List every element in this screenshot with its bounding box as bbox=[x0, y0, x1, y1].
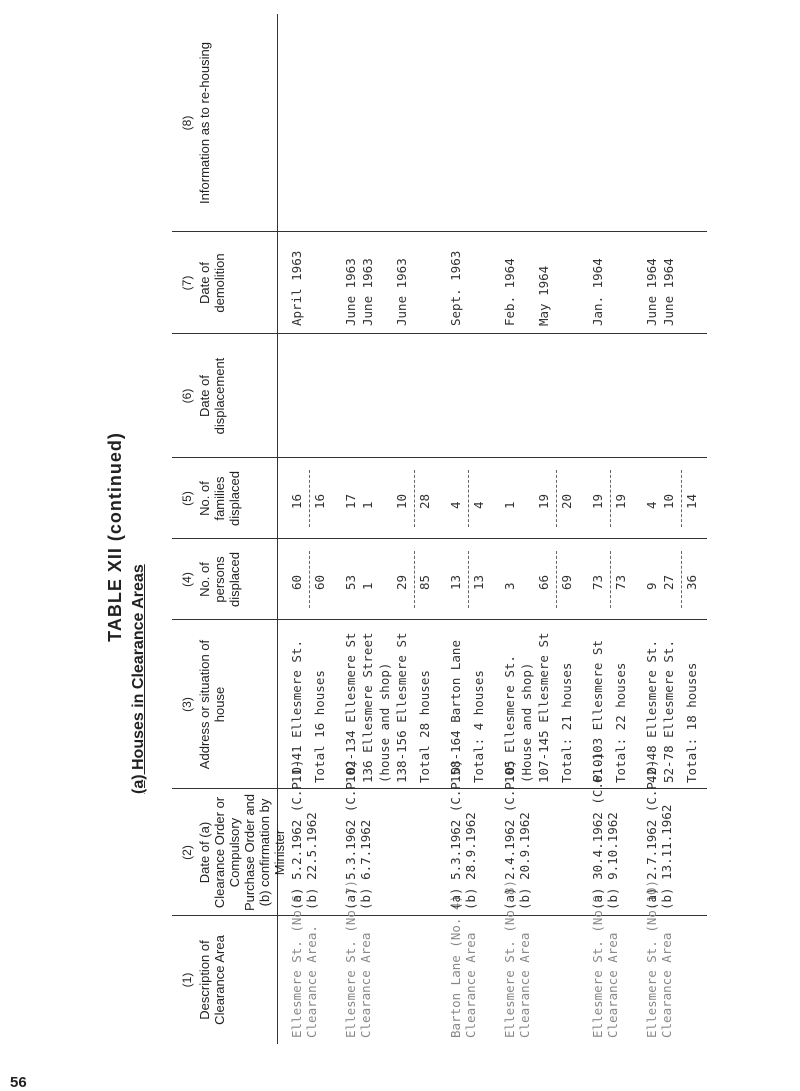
order-dates: (a) 2.7.1962 (C.P.O) (b) 13.11.1962 bbox=[644, 759, 674, 910]
clearance-table bbox=[172, 14, 707, 1044]
column-label: No. of families displaced bbox=[197, 471, 242, 526]
persons-displaced: 13 bbox=[471, 574, 486, 590]
column-divider bbox=[172, 457, 707, 458]
column-number: (3) bbox=[180, 697, 194, 712]
persons-displaced: 73 bbox=[613, 574, 628, 590]
persons-displaced: 13 bbox=[448, 574, 463, 590]
column-number: (4) bbox=[180, 572, 194, 587]
house-address: (House and shop) bbox=[519, 662, 534, 783]
area-description: Ellesmere St. (No. 8) Clearance Area bbox=[502, 879, 532, 1038]
house-address: Total: 22 houses bbox=[613, 662, 628, 783]
table-title: TABLE XII (continued) bbox=[105, 432, 125, 642]
families-displaced: 1 bbox=[502, 501, 517, 509]
table-subtitle: (a) Houses in Clearance Areas bbox=[130, 564, 147, 794]
column-divider bbox=[172, 915, 707, 916]
total-separator bbox=[681, 470, 682, 527]
persons-displaced: 36 bbox=[684, 574, 699, 590]
persons-displaced: 1 bbox=[360, 582, 375, 590]
families-displaced: 1 bbox=[360, 501, 375, 509]
column-header bbox=[180, 235, 227, 331]
families-displaced: 10 bbox=[661, 493, 676, 509]
persons-displaced: 3 bbox=[502, 582, 517, 590]
house-address: 11-41 Ellesmere St. bbox=[289, 640, 304, 783]
families-displaced: 14 bbox=[684, 493, 699, 509]
house-address: Total 16 houses bbox=[312, 670, 327, 783]
column-label: No. of persons displaced bbox=[197, 552, 242, 607]
families-displaced: 16 bbox=[312, 493, 327, 509]
demolition-date: June 1964 bbox=[644, 258, 659, 326]
column-header bbox=[180, 17, 212, 229]
column-label: Description of Clearance Area bbox=[197, 935, 227, 1025]
column-header bbox=[180, 919, 227, 1041]
column-label: Date of displacement bbox=[197, 357, 227, 435]
total-separator bbox=[309, 551, 310, 608]
persons-displaced: 27 bbox=[661, 574, 676, 590]
order-dates: (a) 30.4.1962 (C.P.O) (b) 9.10.1962 bbox=[590, 751, 620, 910]
house-address: Total: 18 houses bbox=[684, 662, 699, 783]
column-number: (8) bbox=[180, 115, 194, 131]
total-separator bbox=[681, 551, 682, 608]
total-separator bbox=[468, 470, 469, 527]
families-displaced: 19 bbox=[613, 493, 628, 509]
column-header bbox=[180, 623, 227, 786]
total-separator bbox=[556, 551, 557, 608]
demolition-date: June 1963 bbox=[360, 258, 375, 326]
demolition-date: Feb. 1964 bbox=[502, 258, 517, 326]
order-dates: (a) 5.3.1962 (C.P.O) (b) 28.9.1962 bbox=[448, 759, 478, 910]
house-address: 102-134 Ellesmere St bbox=[343, 632, 358, 783]
house-address: Total: 21 houses bbox=[559, 662, 574, 783]
column-label: Address or situation of house bbox=[197, 639, 227, 770]
column-number: (1) bbox=[180, 972, 194, 988]
order-dates: (a) 5.3.1962 (C.P.O) (b) 6.7.1962 bbox=[343, 759, 373, 910]
persons-displaced: 60 bbox=[289, 574, 304, 590]
column-label: Information as to re-housing bbox=[197, 42, 212, 204]
area-description: Ellesmere St. (No.10) Clearance Area bbox=[644, 879, 674, 1038]
total-separator bbox=[610, 551, 611, 608]
total-separator bbox=[556, 470, 557, 527]
column-divider bbox=[172, 619, 707, 620]
column-divider bbox=[172, 788, 707, 789]
house-address: 136 Ellesmere Street bbox=[360, 632, 375, 783]
total-separator bbox=[414, 470, 415, 527]
persons-displaced: 85 bbox=[417, 574, 432, 590]
column-number: (5) bbox=[180, 491, 194, 506]
families-displaced: 19 bbox=[590, 493, 605, 509]
order-dates: (a) 5.2.1962 (C.P.O) (b) 22.5.1962 bbox=[289, 759, 319, 910]
persons-displaced: 9 bbox=[644, 582, 659, 590]
total-separator bbox=[610, 470, 611, 527]
persons-displaced: 66 bbox=[536, 574, 551, 590]
column-number: (7) bbox=[180, 275, 194, 291]
area-description: Ellesmere St. (No.9) Clearance Area bbox=[590, 887, 620, 1038]
column-label: Date of (a) Clearance Order or Compulsory Purchase Order and (b) confirmation by Minister bbox=[197, 793, 287, 912]
families-displaced: 4 bbox=[448, 501, 463, 509]
column-divider bbox=[172, 538, 707, 539]
house-address: 52-78 Ellesmere St. bbox=[661, 640, 676, 783]
families-displaced: 4 bbox=[644, 501, 659, 509]
house-address: Total 28 houses bbox=[417, 670, 432, 783]
house-address: 61-103 Ellesmere St bbox=[590, 640, 605, 783]
column-header bbox=[180, 461, 242, 536]
house-address: (house and shop) bbox=[377, 662, 392, 783]
column-label: Date of demolition bbox=[197, 253, 227, 313]
house-address: 107-145 Ellesmere St bbox=[536, 632, 551, 783]
families-displaced: 10 bbox=[394, 493, 409, 509]
column-header bbox=[180, 542, 242, 617]
house-address: 105 Ellesmere St. bbox=[502, 655, 517, 783]
house-address: 138-156 Ellesmere St bbox=[394, 632, 409, 783]
column-divider bbox=[172, 333, 707, 334]
demolition-date: June 1964 bbox=[661, 258, 676, 326]
persons-displaced: 29 bbox=[394, 574, 409, 590]
column-divider bbox=[172, 231, 707, 232]
total-separator bbox=[309, 470, 310, 527]
house-address: Total: 4 houses bbox=[471, 670, 486, 783]
persons-displaced: 53 bbox=[343, 574, 358, 590]
area-description: Ellesmere St. (No. 7) Clearance Area bbox=[343, 879, 373, 1038]
column-number: (2) bbox=[180, 845, 194, 860]
families-displaced: 16 bbox=[289, 493, 304, 509]
persons-displaced: 73 bbox=[590, 574, 605, 590]
families-displaced: 17 bbox=[343, 493, 358, 509]
area-description: Ellesmere St. (No.6) Clearance Area. bbox=[289, 887, 319, 1038]
families-displaced: 4 bbox=[471, 501, 486, 509]
house-address: 42-48 Ellesmere St. bbox=[644, 640, 659, 783]
demolition-date: Jan. 1964 bbox=[590, 258, 605, 326]
total-separator bbox=[414, 551, 415, 608]
families-displaced: 28 bbox=[417, 493, 432, 509]
demolition-date: Sept. 1963 bbox=[448, 250, 463, 326]
families-displaced: 19 bbox=[536, 493, 551, 509]
demolition-date: May 1964 bbox=[536, 265, 551, 326]
families-displaced: 20 bbox=[559, 493, 574, 509]
demolition-date: June 1963 bbox=[343, 258, 358, 326]
column-header bbox=[180, 792, 287, 913]
order-dates: (a) 2.4.1962 (C.P.O) (b) 20.9.1962 bbox=[502, 759, 532, 910]
persons-displaced: 60 bbox=[312, 574, 327, 590]
column-number: (6) bbox=[180, 388, 194, 404]
area-description: Barton Lane (No. 4) Clearance Area bbox=[448, 895, 478, 1038]
persons-displaced: 69 bbox=[559, 574, 574, 590]
demolition-date: June 1963 bbox=[394, 258, 409, 326]
total-separator bbox=[468, 551, 469, 608]
demolition-date: April 1963 bbox=[289, 250, 304, 326]
page-number: 56 bbox=[10, 1074, 27, 1091]
house-address: 158-164 Barton Lane bbox=[448, 640, 463, 783]
column-header bbox=[180, 337, 227, 455]
